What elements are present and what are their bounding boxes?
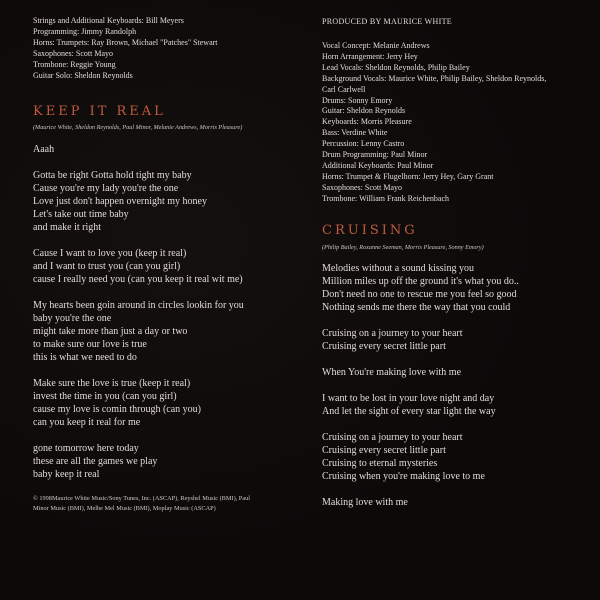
credit-line: Bass: Verdine White xyxy=(322,128,388,138)
left-credits xyxy=(33,16,303,81)
credit-line: Drum Programming: Paul Minor xyxy=(322,150,428,160)
stanza xyxy=(322,327,592,353)
lyric-line: and I want to trust you (can you girl) xyxy=(33,261,181,273)
lyric-line: Cruising when you're making love to me xyxy=(322,470,485,482)
stanza xyxy=(33,299,303,364)
stanza xyxy=(33,247,303,286)
lyric-line: Cause you're my lady you're the one xyxy=(33,183,179,195)
lyric-line: gone tomorrow here today xyxy=(33,443,139,455)
lyric-line: Cause I want to love you (keep it real) xyxy=(33,248,187,260)
lyric-line: I want to be lost in your love night and day xyxy=(322,392,495,404)
stanza xyxy=(322,392,592,418)
copyright-line: © 1998Maurice White Music/Sony Tunes, Inc. (ASCAP), Reyshel Music (BMI), Paul xyxy=(33,495,251,503)
song-title-keep-it-real: KEEP IT REAL xyxy=(33,104,166,120)
lyric-line: My hearts been goin around in circles lookin for you xyxy=(33,300,244,312)
lyric-line: Making love with me xyxy=(322,496,408,508)
lyric-line: baby you're the one xyxy=(33,313,112,325)
lyric-line: And let the sight of every star light the way xyxy=(322,405,496,417)
credit-line: Vocal Concept: Melanie Andrews xyxy=(322,41,430,50)
credit-line: Guitar: Sheldon Reynolds xyxy=(322,106,406,116)
lyric-line: cause my love is comin through (can you) xyxy=(33,404,202,416)
lyric-line: Cruising to eternal mysteries xyxy=(322,457,438,469)
lyric-line: Let's take out time baby xyxy=(33,209,129,221)
credit-line: Trombone: Reggie Young xyxy=(33,59,116,69)
credit-line: Guitar Solo: Sheldon Reynolds xyxy=(33,70,133,80)
lyric-line: Cruising every secret little part xyxy=(322,340,446,352)
stanza xyxy=(322,366,592,379)
lyric-line: might take more than just a day or two xyxy=(33,326,188,338)
lyric-line: Cruising on a journey to your heart xyxy=(322,327,463,339)
lyric-line: Gotta be right Gotta hold tight my baby xyxy=(33,170,192,182)
credit-line: Trombone: William Frank Reichenbach xyxy=(322,193,449,203)
right-credits xyxy=(322,41,592,205)
left-column xyxy=(33,0,303,514)
stanza xyxy=(322,431,592,483)
stanza xyxy=(322,496,592,509)
credit-line: Programming: Jimmy Randolph xyxy=(33,26,137,36)
right-column xyxy=(322,0,592,522)
stanza xyxy=(33,169,303,234)
credit-line: Percussion: Lenny Castro xyxy=(322,139,405,149)
producer-credit: PRODUCED BY MAURICE WHITE xyxy=(322,17,452,26)
stanza xyxy=(33,143,303,156)
lyric-line: this is what we need to do xyxy=(33,352,137,364)
credit-line: Additional Keyboards: Paul Minor xyxy=(322,160,434,170)
lyric-line: and make it right xyxy=(33,222,102,234)
stanza xyxy=(33,377,303,429)
copyright-notice xyxy=(33,494,303,514)
lyric-line: these are all the games we play xyxy=(33,456,158,468)
credit-line: Horns: Trumpets: Ray Brown, Michael "Patches" Stewart xyxy=(33,37,218,47)
lyric-line: to make sure our love is true xyxy=(33,339,147,351)
song-title-cruising: CRUISING xyxy=(322,222,418,238)
lyric-line: Million miles up off the ground it's what you do.. xyxy=(322,275,519,287)
lyric-line: can you keep it real for me xyxy=(33,417,141,429)
stanza xyxy=(33,442,303,481)
credit-line: Strings and Additional Keyboards: Bill Meyers xyxy=(33,16,184,25)
lyric-line: Aaah xyxy=(33,144,55,156)
songwriters-keep-it-real: (Maurice White, Sheldon Reynolds, Paul Minor, Melanie Andrews, Morris Pleasure) xyxy=(33,124,243,132)
credit-line: Background Vocals: Maurice White, Philip Bailey, Sheldon Reynolds, xyxy=(322,73,547,83)
lyric-line: Cruising every secret little part xyxy=(322,444,446,456)
stanza xyxy=(322,262,592,314)
lyrics-keep-it-real xyxy=(33,143,303,481)
credit-line: Horns: Trumpet & Flugelhorn: Jerry Hey, Gary Grant xyxy=(322,171,494,181)
credit-line: Keyboards: Morris Pleasure xyxy=(322,117,412,127)
lyrics-cruising xyxy=(322,262,592,509)
lyric-line: When You're making love with me xyxy=(322,366,462,378)
lyric-line: Make sure the love is true (keep it real) xyxy=(33,378,191,390)
credit-line: Drums: Sonny Emory xyxy=(322,95,393,105)
songwriters-cruising: (Philip Bailey, Roxanne Seeman, Morris Pleasure, Sonny Emory) xyxy=(322,243,484,251)
credit-line: Lead Vocals: Sheldon Reynolds, Philip Bailey xyxy=(322,62,470,72)
lyric-line: Love just don't happen overnight my honey xyxy=(33,196,207,208)
lyric-line: Melodies without a sound kissing you xyxy=(322,262,474,274)
lyric-line: invest the time in you (can you girl) xyxy=(33,391,177,403)
credit-line: Carl Carlwell xyxy=(322,84,366,94)
lyric-line: cause I really need you (can you keep it real wit me) xyxy=(33,274,243,286)
credit-line: Saxophones: Scott Mayo xyxy=(322,182,402,192)
credit-line: Saxophones: Scott Mayo xyxy=(33,48,113,58)
lyric-line: baby keep it real xyxy=(33,469,100,481)
credit-line: Horn Arrangement: Jerry Hey xyxy=(322,51,418,61)
lyric-line: Nothing sends me there the way that you could xyxy=(322,301,511,313)
lyric-line: Don't need no one to rescue me you feel so good xyxy=(322,288,517,300)
copyright-line: Minor Music (BMI), Melbe Mel Music (BMI), Moplay Music (ASCAP) xyxy=(33,505,216,513)
lyric-line: Cruising on a journey to your heart xyxy=(322,431,463,443)
